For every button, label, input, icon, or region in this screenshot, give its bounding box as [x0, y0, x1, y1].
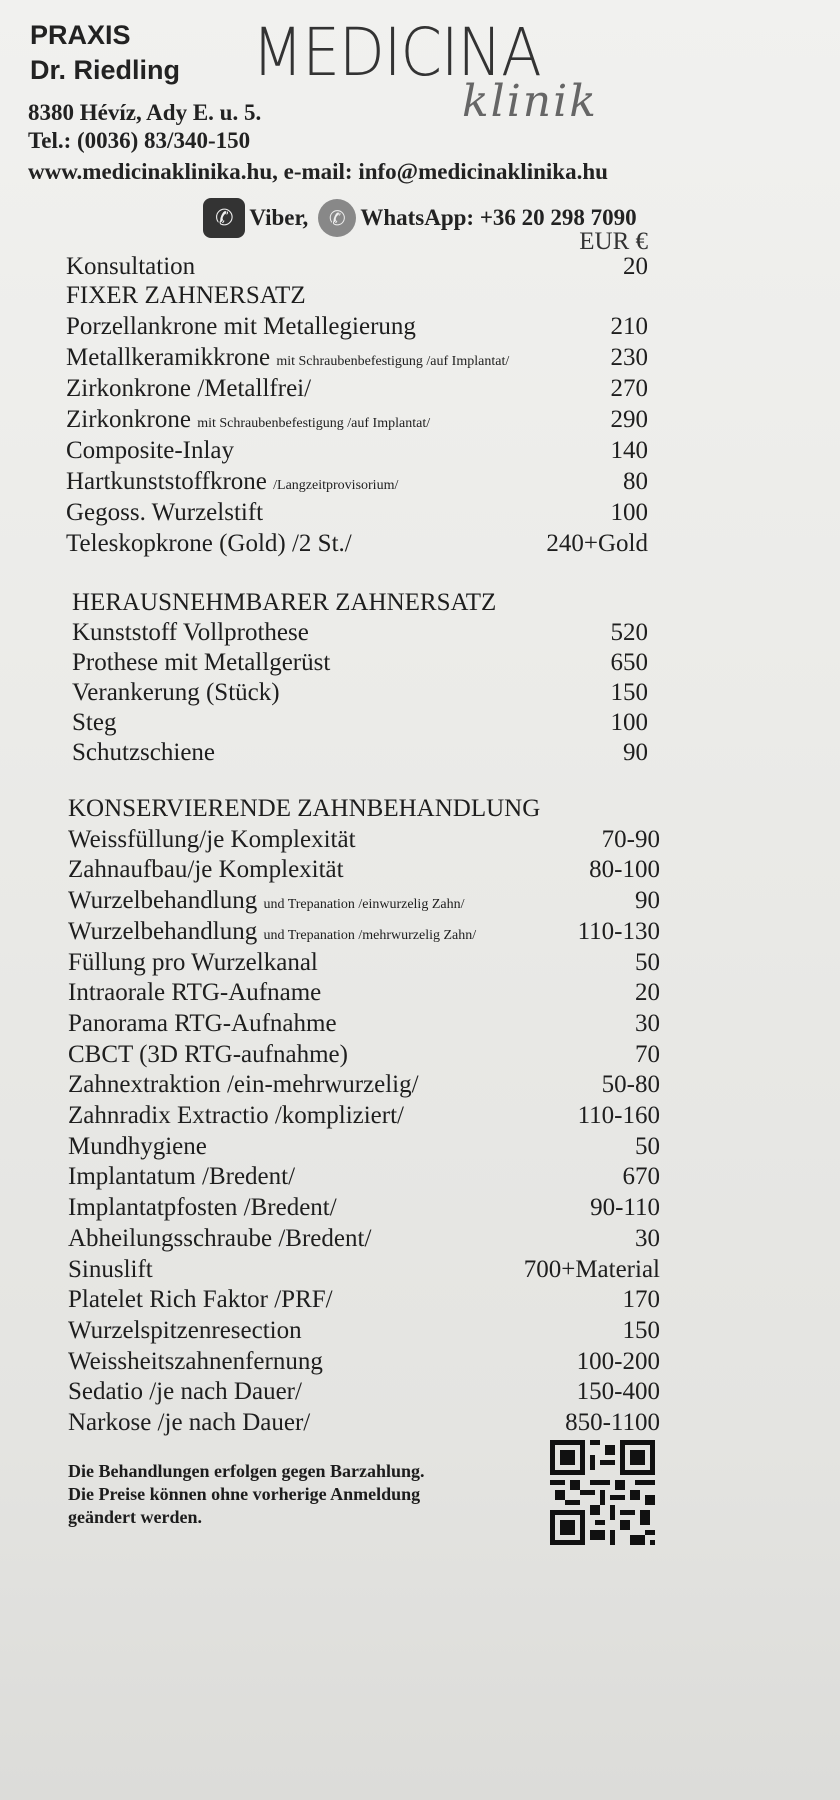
service-name: Implantatpfosten /Bredent/	[68, 1194, 337, 1222]
service-name: Verankerung (Stück)	[72, 679, 280, 706]
service-label	[66, 436, 234, 466]
whatsapp-icon: ✆	[318, 199, 356, 237]
footer-note	[68, 1460, 425, 1529]
price-row	[72, 618, 648, 648]
service-label	[66, 252, 195, 282]
service-note: /Langzeitprovisorium/	[273, 478, 399, 493]
service-price: 70-90	[601, 825, 660, 853]
service-name: Zirkonkrone /Metallfrei/	[66, 375, 312, 402]
price-row	[72, 678, 648, 708]
price-row	[68, 917, 660, 951]
service-name: Abheilungsschraube /Bredent/	[68, 1224, 372, 1252]
service-price: 140	[610, 437, 648, 464]
service-name: Füllung pro Wurzelkanal	[68, 948, 318, 976]
service-label	[66, 467, 398, 501]
service-label	[68, 1377, 302, 1407]
service-name: Panorama RTG-Aufnahme	[68, 1009, 337, 1037]
price-row	[68, 1193, 660, 1223]
service-price: 30	[635, 1009, 660, 1037]
service-note: mit Schraubenbefestigung /auf Implantat/	[276, 354, 510, 369]
price-row	[72, 738, 648, 768]
price-row	[68, 1162, 660, 1192]
service-label	[68, 1224, 371, 1254]
service-price: 80	[623, 468, 648, 495]
service-label	[72, 738, 215, 768]
price-row	[72, 648, 648, 678]
service-price: 90	[635, 887, 660, 915]
qr-code	[550, 1440, 655, 1545]
service-price: 170	[622, 1286, 660, 1314]
service-price: 110-130	[577, 917, 660, 945]
price-row	[68, 1408, 660, 1438]
service-price: 650	[610, 649, 648, 676]
service-label	[68, 1101, 404, 1131]
service-label	[68, 1193, 337, 1223]
service-price: 90	[623, 739, 648, 766]
service-label	[68, 1255, 153, 1285]
service-label	[68, 886, 464, 920]
service-name: Kunststoff Vollprothese	[72, 619, 309, 646]
whatsapp-label: WhatsApp: +36 20 298 7090	[360, 205, 637, 230]
price-row	[68, 1316, 660, 1346]
viber-icon: ✆	[203, 198, 245, 238]
service-name: Intraorale RTG-Aufname	[68, 979, 322, 1007]
service-name: Sinuslift	[68, 1255, 153, 1283]
praxis-label: PRAXIS	[30, 20, 131, 50]
service-label	[66, 312, 416, 342]
phone: Tel.: (0036) 83/340-150	[28, 128, 251, 153]
price-row	[66, 498, 648, 528]
service-price: 80-100	[589, 856, 660, 884]
service-price: 210	[610, 313, 648, 340]
price-row	[68, 978, 660, 1008]
price-row	[68, 855, 660, 885]
service-label	[72, 648, 330, 678]
service-price: 850-1100	[565, 1409, 660, 1436]
service-name: Platelet Rich Faktor /PRF/	[68, 1286, 333, 1314]
service-label	[68, 1316, 302, 1346]
price-row	[72, 708, 648, 738]
service-label	[72, 678, 280, 708]
messenger-contacts	[0, 198, 840, 238]
service-name: Prothese mit Metallgerüst	[72, 649, 331, 676]
service-price: 20	[623, 253, 648, 280]
price-row	[66, 312, 648, 342]
price-row	[68, 886, 660, 920]
service-name: Weissheitszahnenfernung	[68, 1347, 323, 1375]
service-label	[66, 498, 263, 528]
service-note: mit Schraubenbefestigung /auf Implantat/	[197, 416, 431, 431]
address: 8380 Hévíz, Ady E. u. 5.	[28, 100, 262, 125]
service-name: Schutzschiene	[72, 739, 216, 766]
price-row	[68, 1377, 660, 1407]
price-row	[68, 1070, 660, 1100]
service-name: Wurzelspitzenresection	[68, 1316, 302, 1344]
service-price: 290	[610, 406, 648, 433]
price-row	[68, 1132, 660, 1162]
service-label	[66, 374, 311, 404]
service-name: Zahnextraktion /ein-mehrwurzelig/	[68, 1071, 419, 1099]
service-label	[68, 1070, 419, 1100]
service-price: 30	[635, 1224, 660, 1252]
service-label	[68, 1132, 207, 1162]
service-name: Wurzelbehandlung	[68, 887, 258, 915]
web-email: www.medicinaklinika.hu, e-mail: info@medicinaklinika.hu	[28, 159, 608, 184]
service-price: 50-80	[601, 1071, 660, 1099]
price-row	[68, 1285, 660, 1315]
service-price: 100	[610, 709, 648, 736]
service-name: Metallkeramikkrone	[66, 344, 271, 371]
service-label	[68, 1285, 333, 1315]
price-row	[68, 825, 660, 855]
price-row	[68, 1224, 660, 1254]
price-row	[68, 1347, 660, 1377]
logo-klinik: klinik	[462, 76, 598, 127]
service-name: Zirkonkrone	[66, 406, 191, 433]
service-price: 100-200	[576, 1347, 660, 1375]
service-name: Konsultation	[66, 253, 196, 280]
service-name: Porzellankrone mit Metallegierung	[66, 313, 416, 340]
service-price: 90-110	[590, 1194, 660, 1222]
price-row	[66, 405, 648, 439]
service-label	[66, 343, 509, 377]
service-name: Hartkunststoffkrone	[66, 468, 267, 495]
service-name: Composite-Inlay	[66, 437, 235, 464]
service-name: Sedatio /je nach Dauer/	[68, 1378, 302, 1406]
service-name: Wurzelbehandlung	[68, 917, 258, 945]
service-label	[68, 855, 344, 885]
service-label	[68, 917, 476, 951]
viber-label: Viber,	[249, 205, 309, 230]
price-row	[66, 252, 648, 282]
service-name: Narkose /je nach Dauer/	[68, 1409, 311, 1436]
service-price: 50	[635, 948, 660, 976]
price-row	[66, 529, 648, 559]
section-heading: FIXER ZAHNERSATZ	[66, 282, 306, 309]
service-name: Weissfüllung/je Komplexität	[68, 825, 356, 853]
service-label	[68, 1162, 295, 1192]
service-label	[68, 1347, 323, 1377]
service-name: Mundhygiene	[68, 1132, 207, 1160]
service-name: Zahnradix Extractio /kompliziert/	[68, 1102, 404, 1129]
service-price: 150	[610, 679, 648, 706]
service-label	[68, 978, 321, 1008]
price-row	[66, 343, 648, 377]
price-row	[68, 948, 660, 978]
footer-line: Die Preise können ohne vorherige Anmeldung	[68, 1484, 421, 1504]
service-price: 520	[610, 619, 648, 646]
section-heading: KONSERVIERENDE ZAHNBEHANDLUNG	[68, 795, 541, 822]
service-note: und Trepanation /mehrwurzelig Zahn/	[263, 927, 477, 943]
service-name: Implantatum /Bredent/	[68, 1163, 296, 1191]
service-name: Zahnaufbau/je Komplexität	[68, 856, 344, 884]
price-row	[66, 374, 648, 404]
price-row	[66, 467, 648, 501]
service-label	[66, 405, 430, 439]
section-heading: HERAUSNEHMBARER ZAHNERSATZ	[72, 589, 497, 616]
service-price: 110-160	[577, 1102, 660, 1129]
service-name: Teleskopkrone (Gold) /2 St./	[66, 530, 352, 557]
service-price: 670	[622, 1163, 660, 1191]
service-note: und Trepanation /einwurzelig Zahn/	[263, 897, 465, 913]
service-label	[68, 825, 356, 855]
service-price: 270	[610, 375, 648, 402]
service-price: 150-400	[576, 1378, 660, 1406]
service-label	[68, 1040, 348, 1070]
service-label	[68, 1408, 310, 1438]
service-price: 50	[635, 1132, 660, 1160]
service-price: 100	[610, 499, 648, 526]
price-row	[68, 1255, 660, 1285]
price-row	[68, 1101, 660, 1131]
service-label	[68, 1009, 337, 1039]
service-name: Steg	[72, 709, 117, 736]
service-label	[72, 618, 309, 648]
service-name: Gegoss. Wurzelstift	[66, 499, 264, 526]
price-row	[68, 1040, 660, 1070]
footer-line: geändert werden.	[68, 1507, 202, 1527]
service-price: 700+Material	[523, 1255, 660, 1283]
service-price: 230	[610, 344, 648, 371]
price-row	[66, 436, 648, 466]
currency-header: EUR €	[579, 228, 648, 255]
service-price: 150	[622, 1316, 660, 1344]
service-label	[68, 948, 318, 978]
logo-medicina: MEDICINA	[252, 14, 541, 91]
price-row	[68, 1009, 660, 1039]
service-label	[72, 708, 116, 738]
service-label	[66, 529, 352, 559]
service-price: 20	[635, 979, 660, 1007]
doctor-name: Dr. Riedling	[30, 55, 181, 85]
footer-line: Die Behandlungen erfolgen gegen Barzahlung.	[68, 1461, 425, 1481]
service-price: 240+Gold	[546, 530, 648, 557]
service-name: CBCT (3D RTG-aufnahme)	[68, 1040, 348, 1068]
service-price: 70	[635, 1040, 660, 1068]
